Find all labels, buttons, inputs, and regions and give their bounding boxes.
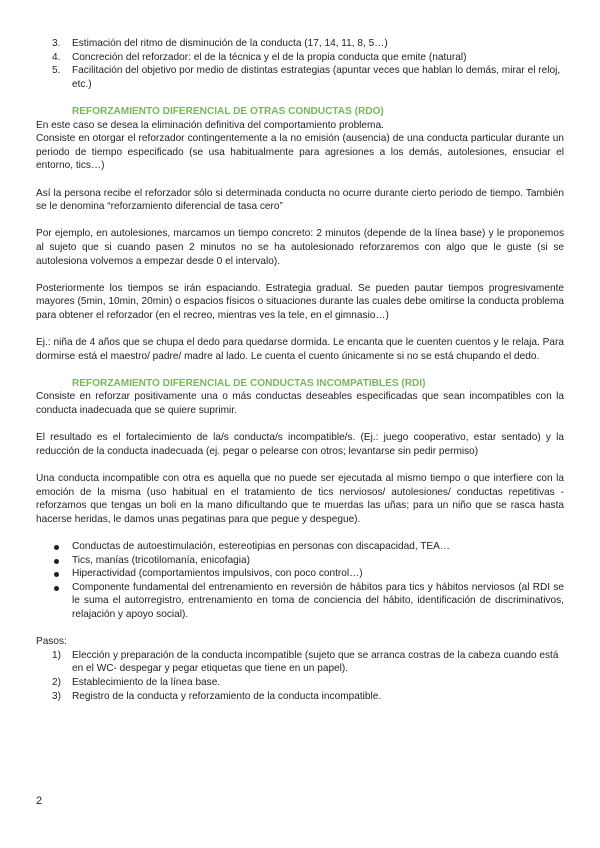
list-number: 5. [52,65,61,77]
page-number: 2 [36,795,43,807]
list-item [36,37,564,51]
paso-item [36,690,564,704]
rdi-paragraph: Consiste en reforzar positivamente una o más conductas deseables especificadas que sean incompatibles con la conducta inadecuada que se quiere suprimir. [36,391,564,417]
rdi-heading: REFORZAMIENTO DIFERENCIAL DE CONDUCTAS INCOMPATIBLES (RDI) [72,377,426,389]
list-item [36,51,564,65]
list-text: Estimación del ritmo de disminución de la conducta (17, 14, 11, 8, 5…) [72,38,388,49]
spacer [36,363,564,377]
list-text: Facilitación del objetivo por medio de distintas estrategias (apuntar veces que hablan lo demás, mirar el reloj, etc.) [72,65,561,90]
rdo-paragraph: Consiste en otorgar el reforzador contingentemente a la no emisión (ausencia) de una conducta particular durante un periodo de tiempo especificado (se usa habitualmente para agresiones a los demás, autolesiones, ensuciar el entorno, tics…) [36,133,564,172]
paso-text: Registro de la conducta y reforzamiento de la conducta incompatible. [72,690,382,702]
bullet-text: Hiperactividad (comportamientos impulsivos, con poco control…) [72,568,363,580]
bullet-text: Componente fundamental del entrenamiento en reversión de hábitos para tics y hábitos nerviosos (al RDI se le suma el autorregistro, entrenamiento en toma de conciencia del hábito, identificación de discriminativos, relajación y apoyo social). [72,581,564,620]
paso-number: 1) [52,649,61,661]
bullet-dot-icon [54,586,59,591]
rdo-example: Ej.: niña de 4 años que se chupa el dedo para quedarse dormida. Le encanta que le cuenten cuentos y le relaja. Para dormirse está el maestro/ padre/ madre al lado. Le cuenta el cuento únicamente si no se está chupando el dedo. [36,337,564,362]
bullet-dot-icon [54,572,59,577]
spacer [36,322,564,336]
rdo-paragraph: Posteriormente los tiempos se irán espaciando. Estrategia gradual. Se pueden pautar tiempos progresivamente mayores (5min, 10min, 20min) o espacios físicos o situaciones durante las cuales debe omitirse la conducta problema para obtener el reforzador (en el recreo, mientras ves la tele, en el gimnasio…) [36,282,564,321]
paso-number: 2) [52,676,61,688]
rdi-paragraph: El resultado es el fortalecimiento de la/s conducta/s incompatible/s. (Ej.: juego cooperativo, estar sentado) y la reducción de la conducta inadecuada (ej. pegar o pelearse con otros; levantarse sin pedir permiso) [36,432,564,457]
page-content [36,37,564,703]
list-item [36,64,564,91]
bullet-list [36,540,564,622]
rdo-paragraph: En este caso se desea la eliminación definitiva del comportamiento problema. [36,119,384,131]
bullet-item [36,554,564,568]
spacer [36,418,564,432]
rdo-paragraph: Por ejemplo, en autolesiones, marcamos un tiempo concreto: 2 minutos (depende de la línea base) y le proponemos al sujeto que si cuando pasen 2 minutos no se ha autolesionado reforzaremos con algo que le guste (si se autolesiona volvemos a empezar desde 0 el intervalo). [36,228,564,267]
spacer [36,526,564,540]
pasos-label: Pasos: [36,636,67,648]
bullet-item [36,581,564,622]
rdi-paragraph: Una conducta incompatible con otra es aquella que no puede ser ejecutada al mismo tiempo o que interfiere con la emoción de la misma (uso habitual en el tratamiento de tics nerviosos/ autolesiones/ conductas repetitivas - reforzamos que tengas un boli en la mano dificultando que te muerdas las uñas; para un niño que se rasca hasta hacerse heridas, le damos unas pegatinas para que pegue y despegue). [36,473,564,525]
bullet-dot-icon [54,545,59,550]
spacer [36,173,564,187]
spacer [36,91,564,105]
rdo-heading: REFORZAMIENTO DIFERENCIAL DE OTRAS CONDUCTAS (RDO) [72,105,384,117]
paso-text: Elección y preparación de la conducta incompatible (sujeto que se arranca costras de la cabeza cuando está en el WC- despegar y pegar etiquetas que tiene en un papel). [72,649,559,675]
bullet-dot-icon [54,559,59,564]
bullet-text: Tics, manías (tricotilomanía, enicofagia) [72,554,251,566]
paso-text: Establecimiento de la línea base. [72,676,221,688]
paso-item [36,676,564,690]
list-number: 4. [52,51,61,63]
paso-item [36,649,564,676]
spacer [36,268,564,282]
list-number: 3. [52,38,61,49]
spacer [36,458,564,472]
bullet-item [36,567,564,581]
bullet-text: Conductas de autoestimulación, estereotipias en personas con discapacidad, TEA… [72,540,450,552]
rdo-paragraph: Así la persona recibe el reforzador sólo si determinada conducta no ocurre durante cierto periodo de tiempo. También se le denomina “reforzamiento diferencial de tasa cero” [36,187,564,213]
spacer [36,622,564,636]
bullet-item [36,540,564,554]
list-text: Concreción del reforzador: el de la técnica y el de la propia conducta que emite (natural) [72,51,467,63]
numbered-list-top [36,37,564,91]
spacer [36,214,564,228]
paso-number: 3) [52,690,61,702]
pasos-list [36,649,564,703]
